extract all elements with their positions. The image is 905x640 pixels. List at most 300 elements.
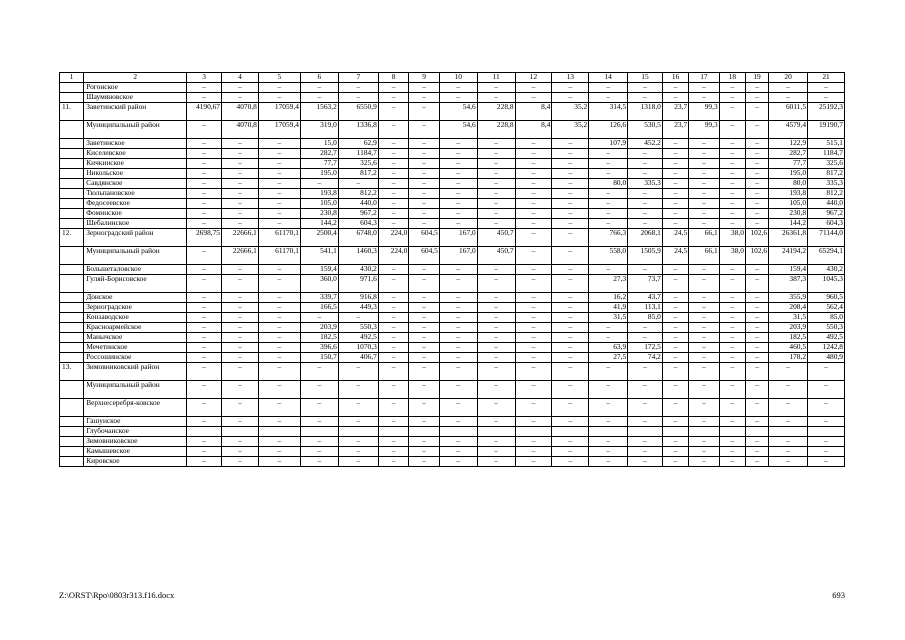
table-cell: –: [378, 381, 409, 399]
table-cell: –: [552, 399, 589, 417]
table-cell: –: [662, 363, 688, 381]
table-cell: –: [439, 93, 477, 103]
table-row: [60, 293, 845, 303]
table-row: [60, 121, 845, 139]
table-cell: –: [719, 83, 745, 93]
table-cell: –: [515, 209, 552, 219]
table-cell: –: [258, 313, 300, 323]
table-cell: 4190,67: [187, 103, 222, 121]
table-row: [60, 399, 845, 417]
table-row: [60, 343, 845, 353]
row-label-cell: Заветинский район: [84, 103, 187, 121]
table-cell: –: [628, 83, 663, 93]
table-cell: 15,0: [300, 139, 338, 149]
table-cell: 195,0: [769, 169, 808, 179]
table-cell: –: [338, 447, 378, 457]
table-cell: –: [808, 399, 845, 417]
table-cell: –: [745, 179, 768, 189]
table-cell: –: [515, 303, 552, 313]
table-cell: –: [187, 293, 222, 303]
table-cell: –: [409, 93, 440, 103]
table-cell: –: [719, 353, 745, 363]
table-cell: –: [338, 417, 378, 427]
table-cell: 182,5: [300, 333, 338, 343]
row-label-cell: Донское: [84, 293, 187, 303]
table-row: [60, 139, 845, 149]
table-cell: –: [808, 381, 845, 399]
table-cell: 150,7: [300, 353, 338, 363]
table-row: [60, 417, 845, 427]
table-cell: –: [662, 275, 688, 293]
table-cell: –: [378, 189, 409, 199]
table-cell: –: [589, 323, 628, 333]
table-cell: 195,0: [300, 169, 338, 179]
table-cell: 6748,0: [338, 229, 378, 247]
table-cell: 105,0: [300, 199, 338, 209]
table-cell: –: [589, 189, 628, 199]
table-cell: –: [409, 179, 440, 189]
table-cell: –: [222, 313, 259, 323]
table-cell: –: [378, 275, 409, 293]
table-row: [60, 457, 845, 467]
table-cell: –: [409, 149, 440, 159]
table-cell: –: [439, 447, 477, 457]
table-cell: –: [552, 437, 589, 447]
table-cell: –: [258, 447, 300, 457]
table-cell: –: [745, 457, 768, 467]
table-cell: –: [439, 313, 477, 323]
table-cell: –: [689, 399, 720, 417]
table-cell: –: [552, 209, 589, 219]
table-cell: –: [719, 219, 745, 229]
table-cell: 99,3: [689, 121, 720, 139]
table-cell: 971,6: [338, 275, 378, 293]
table-cell: –: [589, 437, 628, 447]
table-cell: –: [258, 275, 300, 293]
table-cell: 325,6: [808, 159, 845, 169]
table-cell: –: [258, 149, 300, 159]
row-label-cell: Манычское: [84, 333, 187, 343]
table-cell: [439, 427, 477, 437]
table-cell: –: [769, 93, 808, 103]
table-cell: –: [552, 247, 589, 265]
header-cell: 9: [409, 73, 440, 83]
table-cell: 6550,9: [338, 103, 378, 121]
row-number-cell: [60, 139, 84, 149]
table-cell: –: [628, 447, 663, 457]
table-cell: –: [187, 219, 222, 229]
table-cell: –: [552, 179, 589, 189]
row-label-cell: Кировское: [84, 457, 187, 467]
table-cell: –: [258, 363, 300, 381]
table-cell: 144,2: [300, 219, 338, 229]
table-cell: 8,4: [515, 121, 552, 139]
table-cell: [662, 427, 688, 437]
table-cell: –: [439, 303, 477, 313]
table-cell: –: [477, 457, 515, 467]
table-cell: –: [222, 447, 259, 457]
table-cell: –: [439, 323, 477, 333]
table-cell: –: [689, 293, 720, 303]
table-cell: –: [477, 209, 515, 219]
table-cell: –: [378, 399, 409, 417]
row-number-cell: [60, 149, 84, 159]
table-cell: –: [515, 343, 552, 353]
table-cell: –: [409, 437, 440, 447]
table-cell: –: [515, 265, 552, 275]
table-cell: 550,3: [808, 323, 845, 333]
table-cell: –: [769, 363, 808, 381]
table-cell: –: [378, 83, 409, 93]
row-label-cell: Кичкинское: [84, 159, 187, 169]
table-cell: 166,5: [300, 303, 338, 313]
row-label-cell: Киселевское: [84, 149, 187, 159]
table-cell: –: [689, 275, 720, 293]
table-cell: –: [187, 247, 222, 265]
row-label-cell: Муниципальный район: [84, 247, 187, 265]
table-cell: –: [552, 323, 589, 333]
table-cell: –: [745, 219, 768, 229]
table-body: [60, 73, 845, 467]
table-cell: –: [769, 399, 808, 417]
header-cell: 16: [662, 73, 688, 83]
table-cell: –: [378, 417, 409, 427]
table-cell: –: [662, 457, 688, 467]
table-cell: 319,0: [300, 121, 338, 139]
table-cell: –: [378, 313, 409, 323]
table-cell: –: [719, 169, 745, 179]
table-cell: –: [689, 353, 720, 363]
table-cell: –: [515, 247, 552, 265]
table-cell: –: [689, 209, 720, 219]
table-cell: –: [769, 83, 808, 93]
table-cell: –: [589, 93, 628, 103]
table-cell: –: [409, 399, 440, 417]
header-cell: 11: [477, 73, 515, 83]
table-cell: –: [378, 447, 409, 457]
table-cell: –: [439, 199, 477, 209]
table-cell: –: [745, 343, 768, 353]
table-cell: –: [187, 313, 222, 323]
table-cell: –: [187, 303, 222, 313]
table-cell: –: [258, 209, 300, 219]
row-number-cell: [60, 179, 84, 189]
table-cell: –: [439, 149, 477, 159]
table-cell: 107,9: [589, 139, 628, 149]
table-cell: 480,9: [808, 353, 845, 363]
row-label-cell: Никольское: [84, 169, 187, 179]
table-cell: 74,2: [628, 353, 663, 363]
table-cell: –: [552, 303, 589, 313]
table-cell: –: [719, 121, 745, 139]
table-cell: –: [689, 219, 720, 229]
table-cell: 24,5: [662, 247, 688, 265]
table-cell: –: [808, 417, 845, 427]
table-cell: –: [808, 363, 845, 381]
table-cell: 335,3: [628, 179, 663, 189]
table-cell: 61170,1: [258, 247, 300, 265]
table-cell: –: [439, 417, 477, 427]
table-cell: 228,8: [477, 103, 515, 121]
row-number-cell: [60, 381, 84, 399]
row-label-cell: Красноармейское: [84, 323, 187, 333]
table-cell: –: [745, 103, 768, 121]
table-cell: –: [439, 179, 477, 189]
table-cell: –: [409, 265, 440, 275]
table-cell: 1460,3: [338, 247, 378, 265]
table-cell: 159,4: [769, 265, 808, 275]
table-cell: –: [628, 457, 663, 467]
table-cell: 960,5: [808, 293, 845, 303]
table-cell: –: [552, 417, 589, 427]
table-cell: –: [477, 363, 515, 381]
table-cell: 604,3: [338, 219, 378, 229]
table-cell: –: [187, 121, 222, 139]
row-label-cell: Савдянское: [84, 179, 187, 189]
table-cell: –: [745, 199, 768, 209]
table-cell: –: [662, 169, 688, 179]
row-label-cell: Шебалинское: [84, 219, 187, 229]
table-cell: –: [719, 303, 745, 313]
table-cell: –: [745, 293, 768, 303]
table-cell: 85,0: [808, 313, 845, 323]
table-cell: –: [689, 313, 720, 323]
table-cell: –: [628, 381, 663, 399]
table-cell: –: [187, 437, 222, 447]
table-cell: –: [515, 353, 552, 363]
table-cell: –: [552, 381, 589, 399]
table-cell: –: [515, 399, 552, 417]
table-cell: –: [628, 189, 663, 199]
table-cell: –: [187, 159, 222, 169]
table-cell: 54,6: [439, 103, 477, 121]
table-cell: –: [589, 199, 628, 209]
table-cell: –: [338, 93, 378, 103]
table-cell: –: [719, 313, 745, 323]
table-cell: –: [477, 139, 515, 149]
table-cell: –: [515, 381, 552, 399]
table-cell: –: [222, 83, 259, 93]
table-cell: –: [745, 363, 768, 381]
table-cell: –: [338, 83, 378, 93]
table-cell: –: [628, 437, 663, 447]
table-cell: –: [439, 139, 477, 149]
table-row: [60, 447, 845, 457]
table-cell: –: [187, 169, 222, 179]
table-cell: –: [222, 333, 259, 343]
table-cell: –: [477, 265, 515, 275]
table-cell: –: [378, 363, 409, 381]
table-cell: –: [338, 457, 378, 467]
table-cell: –: [745, 323, 768, 333]
table-cell: –: [589, 265, 628, 275]
table-cell: –: [745, 93, 768, 103]
table-row: [60, 303, 845, 313]
table-cell: –: [222, 275, 259, 293]
table-cell: –: [409, 293, 440, 303]
table-cell: –: [515, 139, 552, 149]
table-cell: –: [477, 417, 515, 427]
header-cell: 18: [719, 73, 745, 83]
row-number-cell: [60, 159, 84, 169]
table-cell: 604,3: [808, 219, 845, 229]
table-cell: –: [187, 399, 222, 417]
table-cell: –: [187, 189, 222, 199]
table-cell: –: [258, 343, 300, 353]
table-cell: –: [222, 219, 259, 229]
table-cell: 172,5: [628, 343, 663, 353]
table-cell: [515, 427, 552, 437]
table-cell: –: [258, 457, 300, 467]
table-cell: [338, 427, 378, 437]
table-cell: –: [745, 275, 768, 293]
table-cell: –: [719, 139, 745, 149]
table-cell: 80,0: [589, 179, 628, 189]
table-cell: 282,7: [300, 149, 338, 159]
table-row: [60, 427, 845, 437]
table-cell: –: [409, 83, 440, 93]
table-header-row: [60, 73, 845, 83]
table-cell: 224,0: [378, 229, 409, 247]
table-cell: –: [477, 189, 515, 199]
table-cell: –: [300, 83, 338, 93]
table-cell: –: [258, 179, 300, 189]
table-cell: 967,2: [808, 209, 845, 219]
table-cell: –: [515, 179, 552, 189]
table-cell: –: [662, 93, 688, 103]
table-cell: 6011,5: [769, 103, 808, 121]
table-cell: –: [662, 293, 688, 303]
table-cell: 2698,75: [187, 229, 222, 247]
table-cell: –: [222, 189, 259, 199]
row-number-cell: [60, 399, 84, 417]
row-label-cell: Камышевское: [84, 447, 187, 457]
table-cell: –: [589, 399, 628, 417]
table-cell: –: [409, 417, 440, 427]
table-cell: –: [409, 209, 440, 219]
table-cell: –: [719, 437, 745, 447]
table-cell: 1242,8: [808, 343, 845, 353]
table-cell: –: [515, 93, 552, 103]
table-cell: –: [258, 353, 300, 363]
table-cell: –: [662, 139, 688, 149]
row-number-cell: [60, 437, 84, 447]
table-cell: [628, 427, 663, 437]
table-cell: –: [222, 199, 259, 209]
table-cell: 1184,7: [338, 149, 378, 159]
table-cell: –: [552, 169, 589, 179]
table-cell: 440,0: [338, 199, 378, 209]
table-cell: –: [222, 293, 259, 303]
row-number-cell: [60, 447, 84, 457]
table-cell: –: [662, 437, 688, 447]
table-cell: –: [589, 219, 628, 229]
table-cell: 159,4: [300, 265, 338, 275]
table-cell: –: [745, 209, 768, 219]
table-cell: 396,6: [300, 343, 338, 353]
table-cell: –: [439, 399, 477, 417]
table-cell: –: [187, 457, 222, 467]
table-cell: –: [378, 343, 409, 353]
table-cell: –: [628, 417, 663, 427]
table-cell: –: [589, 447, 628, 457]
table-cell: 102,6: [745, 247, 768, 265]
row-number-cell: [60, 121, 84, 139]
table-cell: –: [409, 219, 440, 229]
row-label-cell: Рогонское: [84, 83, 187, 93]
table-cell: 325,6: [338, 159, 378, 169]
table-cell: –: [477, 343, 515, 353]
table-cell: –: [628, 169, 663, 179]
table-cell: 1336,8: [338, 121, 378, 139]
table-cell: –: [409, 381, 440, 399]
table-cell: –: [409, 447, 440, 457]
table-cell: –: [628, 219, 663, 229]
table-cell: –: [745, 447, 768, 457]
table-cell: 450,7: [477, 229, 515, 247]
table-cell: 203,9: [769, 323, 808, 333]
table-row: [60, 437, 845, 447]
table-cell: –: [300, 457, 338, 467]
table-cell: –: [477, 353, 515, 363]
table-cell: 41,9: [589, 303, 628, 313]
table-cell: –: [662, 381, 688, 399]
table-row: [60, 189, 845, 199]
table-cell: –: [378, 93, 409, 103]
footer-page-number: 693: [832, 590, 845, 600]
table-cell: –: [439, 437, 477, 447]
table-cell: –: [222, 457, 259, 467]
table-cell: 339,7: [300, 293, 338, 303]
table-cell: –: [589, 149, 628, 159]
table-cell: –: [222, 437, 259, 447]
table-cell: –: [662, 179, 688, 189]
table-cell: –: [258, 199, 300, 209]
table-cell: –: [589, 381, 628, 399]
table-cell: 77,7: [300, 159, 338, 169]
row-label-cell: Шаумяновское: [84, 93, 187, 103]
table-cell: –: [300, 417, 338, 427]
table-cell: –: [662, 417, 688, 427]
row-number-cell: [60, 199, 84, 209]
table-cell: –: [515, 313, 552, 323]
table-cell: –: [439, 219, 477, 229]
table-cell: –: [515, 199, 552, 209]
table-cell: –: [258, 169, 300, 179]
table-cell: 73,7: [628, 275, 663, 293]
table-cell: 102,6: [745, 229, 768, 247]
table-cell: –: [409, 159, 440, 169]
table-cell: 452,2: [628, 139, 663, 149]
table-cell: 38,0: [719, 247, 745, 265]
table-cell: 80,0: [769, 179, 808, 189]
table-cell: –: [439, 353, 477, 363]
table-cell: 1318,0: [628, 103, 663, 121]
table-cell: 460,5: [769, 343, 808, 353]
table-cell: –: [187, 179, 222, 189]
header-cell: 6: [300, 73, 338, 83]
table-cell: –: [745, 313, 768, 323]
table-cell: –: [662, 313, 688, 323]
table-cell: 63,9: [589, 343, 628, 353]
table-cell: –: [222, 363, 259, 381]
table-cell: –: [552, 159, 589, 169]
table-cell: –: [439, 381, 477, 399]
table-cell: 22666,1: [222, 247, 259, 265]
table-cell: –: [187, 93, 222, 103]
table-cell: –: [477, 313, 515, 323]
table-cell: –: [689, 333, 720, 343]
